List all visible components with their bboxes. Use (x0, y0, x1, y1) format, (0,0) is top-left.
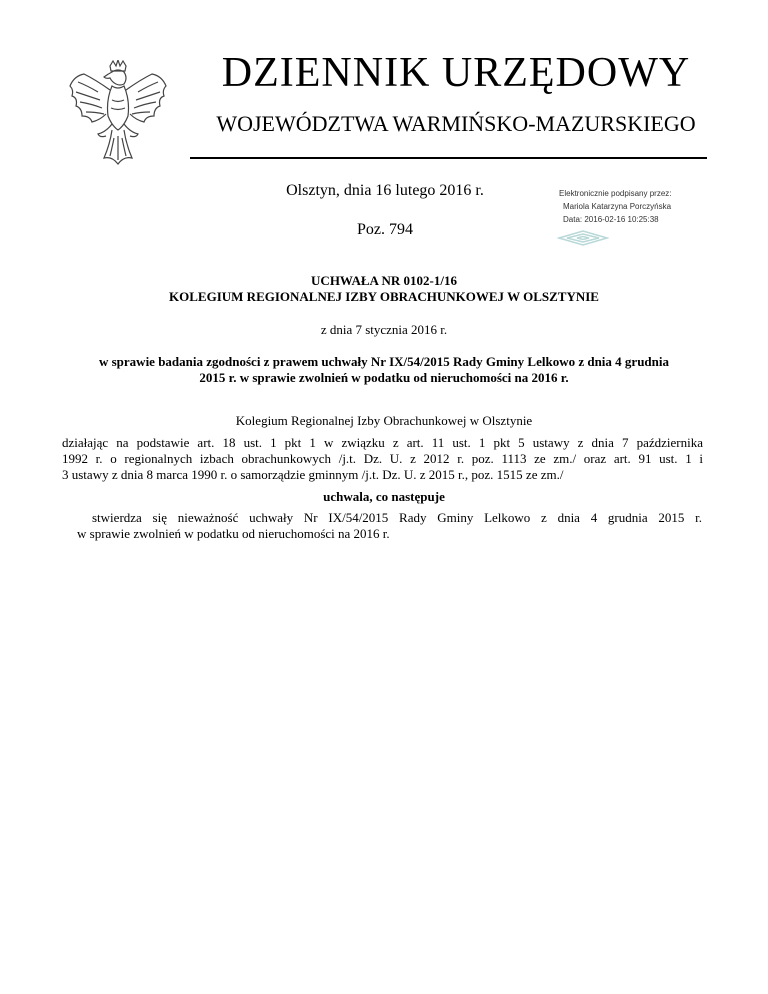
eagle-emblem-icon (66, 60, 170, 168)
masthead-title: DZIENNIK URZĘDOWY (221, 50, 691, 96)
masthead-divider (190, 157, 707, 159)
masthead-subtitle: WOJEWÓDZTWA WARMIŃSKO-MAZURSKIEGO (216, 111, 696, 136)
decision-line: w sprawie zwolnień w podatku od nieruchomości na 2016 r. (77, 526, 390, 541)
signature-signer: Mariola Katarzyna Porczyńska (563, 202, 672, 211)
decision-line: stwierdza się nieważność uchwały Nr IX/54/2015 Rady Gminy Lelkowo z dnia 4 grudnia 2015 r. (92, 510, 702, 525)
legal-basis-line: 1992 r. o regionalnych izbach obrachunkowych /j.t. Dz. U. z 2012 r. poz. 1113 ze zm./ oraz art. 91 ust. 1 i (62, 451, 703, 466)
publication-position: Poz. 794 (357, 221, 413, 238)
legal-basis-line: działając na podstawie art. 18 ust. 1 pkt 1 w związku z art. 11 ust. 1 pkt 5 ustawy z dnia 7 października (62, 435, 703, 450)
resolution-number: UCHWAŁA NR 0102-1/16 (311, 273, 457, 288)
resolves-line: uchwala, co następuje (323, 489, 445, 504)
resolution-issuer: KOLEGIUM REGIONALNEJ IZBY OBRACHUNKOWEJ W OLSZTYNIE (169, 289, 599, 304)
resolution-subject-line-1: w sprawie badania zgodności z prawem uchwały Nr IX/54/2015 Rady Gminy Lelkowo z dnia 4 grudnia (98, 354, 669, 369)
resolution-date: z dnia 7 stycznia 2016 r. (320, 322, 448, 337)
signature-label: Elektronicznie podpisany przez: (559, 189, 672, 198)
authority-line: Kolegium Regionalnej Izby Obrachunkowej w Olsztynie (235, 413, 533, 428)
publication-date: Olsztyn, dnia 16 lutego 2016 r. (286, 182, 484, 199)
resolution-subject-line-2: 2015 r. w sprawie zwolnień w podatku od nieruchomości na 2016 r. (199, 370, 569, 385)
signature-stamp-icon (557, 229, 609, 247)
electronic-signature[interactable] (555, 189, 725, 249)
legal-basis-line: 3 ustawy z dnia 8 marca 1990 r. o samorządzie gminnym /j.t. Dz. U. z 2015 r., poz. 1515 ze zm./ (62, 467, 564, 482)
signature-date: Data: 2016-02-16 10:25:38 (563, 215, 659, 224)
